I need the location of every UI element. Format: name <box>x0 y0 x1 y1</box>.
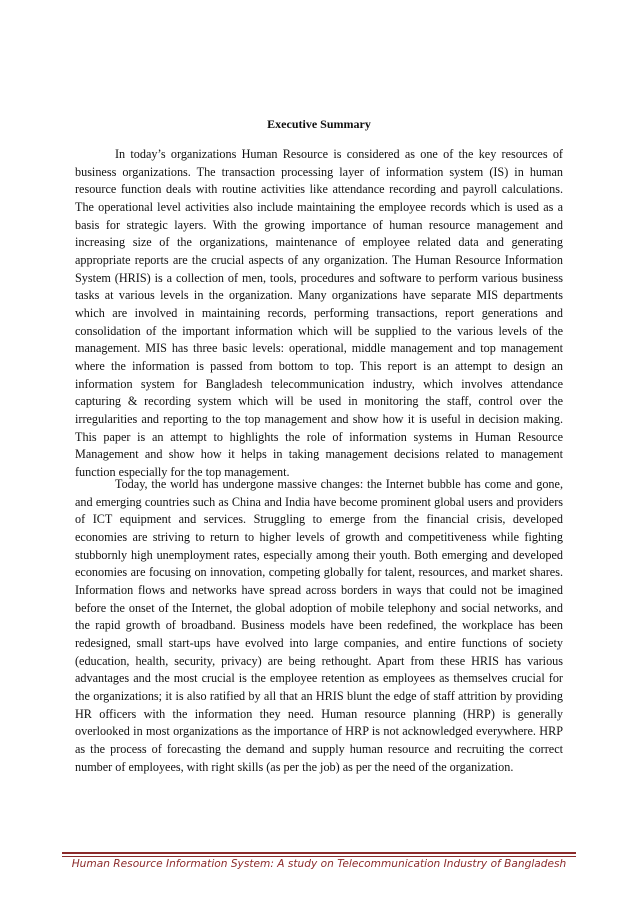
paragraph-2: Today, the world has undergone massive changes: the Internet bubble has come and gone, and emerging countries such as China and India have become prominent global users and providers of ICT equipment and services. Struggling to emerge from the financial crisis, developed economies are striving to return to higher levels of growth and competitiveness while fighting stubbornly high unemployment rates, especially among their youth. Both emerging and developed economies are focusing on innovation, competing globally for talent, resources, and market shares. Information flows and networks have spread across borders in ways that could not be imagined before the onset of the Internet, the global adoption of mobile telephony and social networks, and the rapid growth of broadband. Business models have been redefined, the workplace has been redesigned, small start-ups have evolved into large companies, and entire functions of society (education, health, security, privacy) are being rethought. Apart from these HRIS has various advantages and the most crucial is the employee retention as employees as themselves crucial for the organizations; it is also ratified by all that an HRIS blunt the edge of staff attrition by providing HR officers with the information they need. Human resource planning (HRP) is generally overlooked in most organizations as the importance of HRP is not acknowledged everywhere. HRP as the process of forecasting the demand and supply human resource and recruiting the correct number of employees, with right skills (as per the job) as per the need of the organization. <box>75 477 563 774</box>
page-title: Executive Summary <box>267 117 371 131</box>
paragraph-1: In today’s organizations Human Resource is considered as one of the key resources of business organizations. The transaction processing layer of information system (IS) in human resource function deals with routine activities like attendance recording and payroll calculations. The operational level activities also include maintaining the employee records which is used as a basis for strategic layers. With the growing importance of human resource management and increasing size of the organizations, maintenance of employee related data and generating appropriate reports are the crucial aspects of any organization. The Human Resource Information System (HRIS) is a collection of men, tools, procedures and software to perform various business tasks at various levels in the organization. Many organizations have separate MIS departments which are involved in maintaining records, performing transactions, report generations and consolidation of the important information which will be supplied to the various levels of the management. MIS has three basic levels: operational, middle management and top management where the information is passed from bottom to top. This report is an attempt to design an information system for Bangladesh telecommunication industry, which involves attendance capturing & recording system which will be used in monitoring the staff, control over the irregularities and reporting to the top management and show how it is useful in decision making. This paper is an attempt to highlights the role of information systems in Human Resource Management and show how it helps in taking management decisions related to management function especially for the top management. <box>75 147 563 479</box>
footer-divider <box>62 852 576 854</box>
page-footer: Human Resource Information System: A study on Telecommunication Industry of Bangladesh <box>71 858 567 870</box>
